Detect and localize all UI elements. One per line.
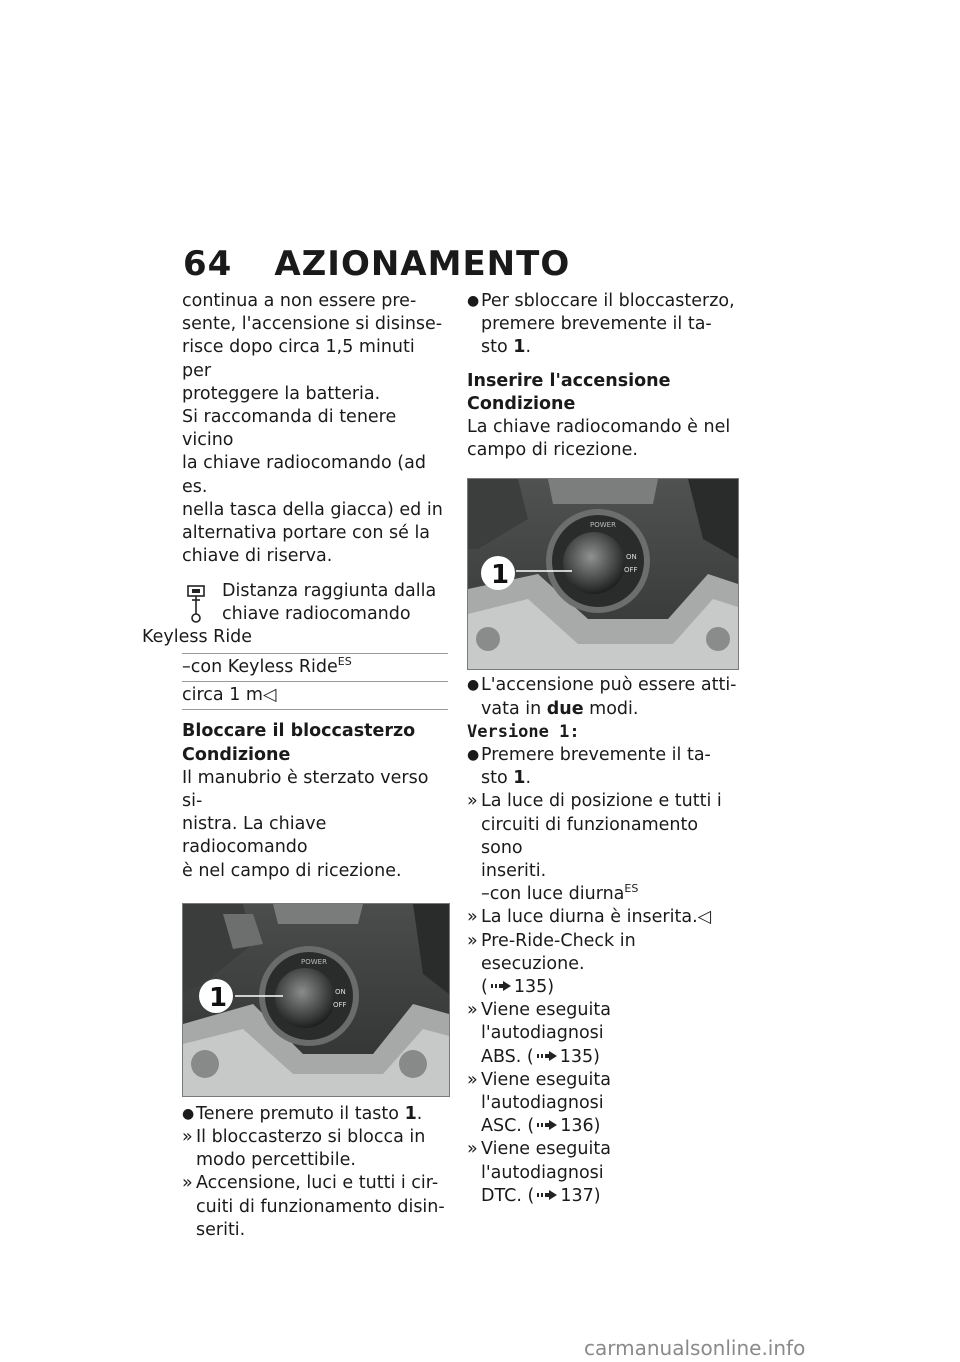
text-line: sente, l'accensione si disinse- — [182, 314, 443, 335]
key-number: 1 — [404, 1103, 417, 1124]
result-marker: » — [467, 1069, 478, 1090]
text-line: alternativa portare con sé la — [182, 523, 431, 544]
table-row — [182, 682, 448, 710]
list-item — [467, 674, 739, 720]
switch-label-off: OFF — [624, 566, 638, 575]
list-item — [467, 290, 739, 360]
text-line: La chiave radiocomando è nel — [467, 417, 731, 438]
step-text: ABS. ( — [481, 1046, 534, 1067]
step-text: L'accensione può essere atti- — [481, 675, 737, 696]
step-text: sto — [481, 768, 514, 789]
page-ref-arrow-icon — [488, 976, 514, 999]
key-number: 1 — [513, 337, 526, 358]
list-item — [182, 1103, 448, 1126]
version-steps — [467, 744, 739, 1208]
step-text: ( — [481, 977, 488, 998]
list-item — [182, 1172, 448, 1242]
key-fob-icon — [182, 580, 222, 626]
table-title-line: Keyless Ride — [142, 627, 253, 648]
text-line: proteggere la batteria. — [182, 383, 381, 404]
page-ref-link[interactable]: 135 — [513, 977, 548, 998]
page-ref-link[interactable]: 137 — [560, 1185, 594, 1206]
step-text: ) — [547, 977, 555, 998]
text-line: Il manubrio è sterzato verso si- — [182, 767, 429, 812]
condition-heading: Condizione — [182, 744, 291, 765]
left-column — [142, 290, 448, 1242]
bullet-marker: ● — [467, 677, 480, 694]
list-item — [182, 1126, 448, 1172]
step-text: circuiti di funzionamento sono — [481, 814, 699, 858]
text-line: risce dopo circa 1,5 minuti per — [182, 337, 415, 381]
step-text: Viene eseguita l'autodiagnosi — [481, 1139, 611, 1183]
step-text: cuiti di funzionamento disin- — [196, 1196, 445, 1217]
table-title — [142, 580, 448, 649]
step-text: ) — [593, 1185, 601, 1206]
unlock-list — [467, 290, 739, 360]
step-text: ASC. ( — [481, 1116, 535, 1137]
ignition-switch-photo — [467, 478, 739, 670]
step-text: ) — [593, 1046, 600, 1067]
spec-table — [142, 578, 448, 710]
steps-list — [182, 1103, 448, 1242]
step-text: DTC. ( — [481, 1185, 535, 1206]
list-item — [467, 999, 739, 1069]
equipment-sup: ES — [337, 655, 352, 669]
step-text: vata in — [481, 698, 547, 719]
step-text: Tenere premuto il tasto — [196, 1103, 405, 1124]
emphasis: due — [546, 698, 584, 719]
switch-label-off: OFF — [333, 1000, 347, 1009]
result-marker: » — [182, 1127, 193, 1148]
text-line: campo di ricezione. — [467, 440, 638, 461]
switch-label-power: POWER — [301, 957, 327, 966]
section-title: AZIONAMENTO — [274, 244, 571, 284]
table-title-line: chiave radiocomando — [222, 604, 411, 625]
step-text: modo percettibile. — [196, 1150, 356, 1171]
table-title-line: Distanza raggiunta dalla — [222, 581, 437, 602]
section-heading: Bloccare il bloccasterzo — [182, 721, 416, 742]
step-text: La luce di posizione e tutti i — [481, 791, 722, 812]
key-number: 1 — [513, 768, 526, 789]
switch-label-on: ON — [335, 987, 346, 996]
step-text: inseriti. — [481, 861, 547, 882]
step-tail: . — [416, 1103, 423, 1124]
bullet-marker: ● — [467, 293, 480, 309]
page-ref-arrow-icon — [534, 1185, 560, 1208]
bullet-marker: ● — [182, 1105, 195, 1122]
table-cell: circa 1 m◁ — [182, 685, 277, 706]
section-heading: Inserire l'accensione — [467, 370, 671, 391]
step-text: Viene eseguita l'autodiagnosi — [481, 1000, 611, 1044]
step-text: ) — [593, 1116, 601, 1137]
text-line: è nel campo di ricezione. — [182, 860, 402, 881]
list-item — [467, 930, 739, 1000]
text-line: nella tasca della giacca) ed in — [182, 499, 443, 520]
list-item — [467, 883, 739, 906]
step-tail: . — [525, 768, 532, 789]
step-text: Pre-Ride-Check in esecuzione. — [481, 930, 636, 974]
result-marker: » — [467, 1139, 478, 1160]
callout-number: 1 — [209, 982, 228, 1013]
right-column — [467, 290, 739, 1208]
step-text: Il bloccasterzo si blocca in — [196, 1127, 426, 1148]
step-text: Per sbloccare il bloccasterzo, — [481, 291, 735, 311]
step-text: seriti. — [196, 1219, 246, 1240]
table-row — [182, 654, 448, 682]
bullet-marker: ● — [467, 747, 480, 764]
result-marker: » — [467, 1000, 478, 1021]
table-cell: –con Keyless Ride — [182, 657, 338, 678]
page-number: 64 — [183, 244, 233, 284]
page-ref-arrow-icon — [534, 1115, 560, 1138]
text-line: la chiave radiocomando (ad es. — [182, 453, 426, 497]
list-item — [467, 1069, 739, 1139]
ignition-switch-photo — [182, 903, 450, 1097]
list-item — [467, 1138, 739, 1208]
result-marker: » — [467, 907, 478, 928]
switch-label-on: ON — [626, 553, 637, 562]
switch-label-power: POWER — [590, 521, 616, 530]
text-line: chiave di riserva. — [182, 546, 333, 567]
step-text: sto — [481, 337, 514, 358]
step-text: premere brevemente il ta- — [481, 314, 712, 335]
text-line: continua a non essere pre- — [182, 291, 417, 311]
text-line: Si raccomanda di tenere vicino — [182, 407, 397, 451]
callout-number: 1 — [491, 560, 510, 591]
watermark: carmanualsonline.info — [584, 1336, 806, 1360]
text-line: nistra. La chiave radiocomando — [182, 814, 327, 858]
page-header — [183, 244, 570, 284]
page-ref-link[interactable]: 136 — [560, 1116, 594, 1137]
step-text: Viene eseguita l'autodiagnosi — [481, 1069, 611, 1114]
list-item — [467, 744, 739, 790]
equipment-sup: ES — [624, 882, 639, 896]
step-text: Premere brevemente il ta- — [481, 745, 711, 766]
list-item — [467, 790, 739, 883]
result-marker: » — [467, 791, 478, 812]
step-tail: . — [525, 337, 532, 358]
version-heading: Versione 1: — [467, 721, 580, 742]
result-marker: » — [182, 1173, 193, 1194]
step-text: La luce diurna è inserita.◁ — [481, 907, 712, 928]
equipment-text: –con luce diurna — [481, 884, 625, 905]
step-text: modi. — [583, 698, 639, 719]
list-item — [467, 906, 739, 929]
page-ref-link[interactable]: 135 — [559, 1046, 594, 1067]
condition-heading: Condizione — [467, 393, 576, 414]
step-text: Accensione, luci e tutti i cir- — [196, 1173, 439, 1194]
intro-paragraph — [182, 290, 448, 568]
modes-list — [467, 674, 739, 720]
page-ref-arrow-icon — [534, 1046, 560, 1069]
result-marker: » — [467, 930, 478, 951]
